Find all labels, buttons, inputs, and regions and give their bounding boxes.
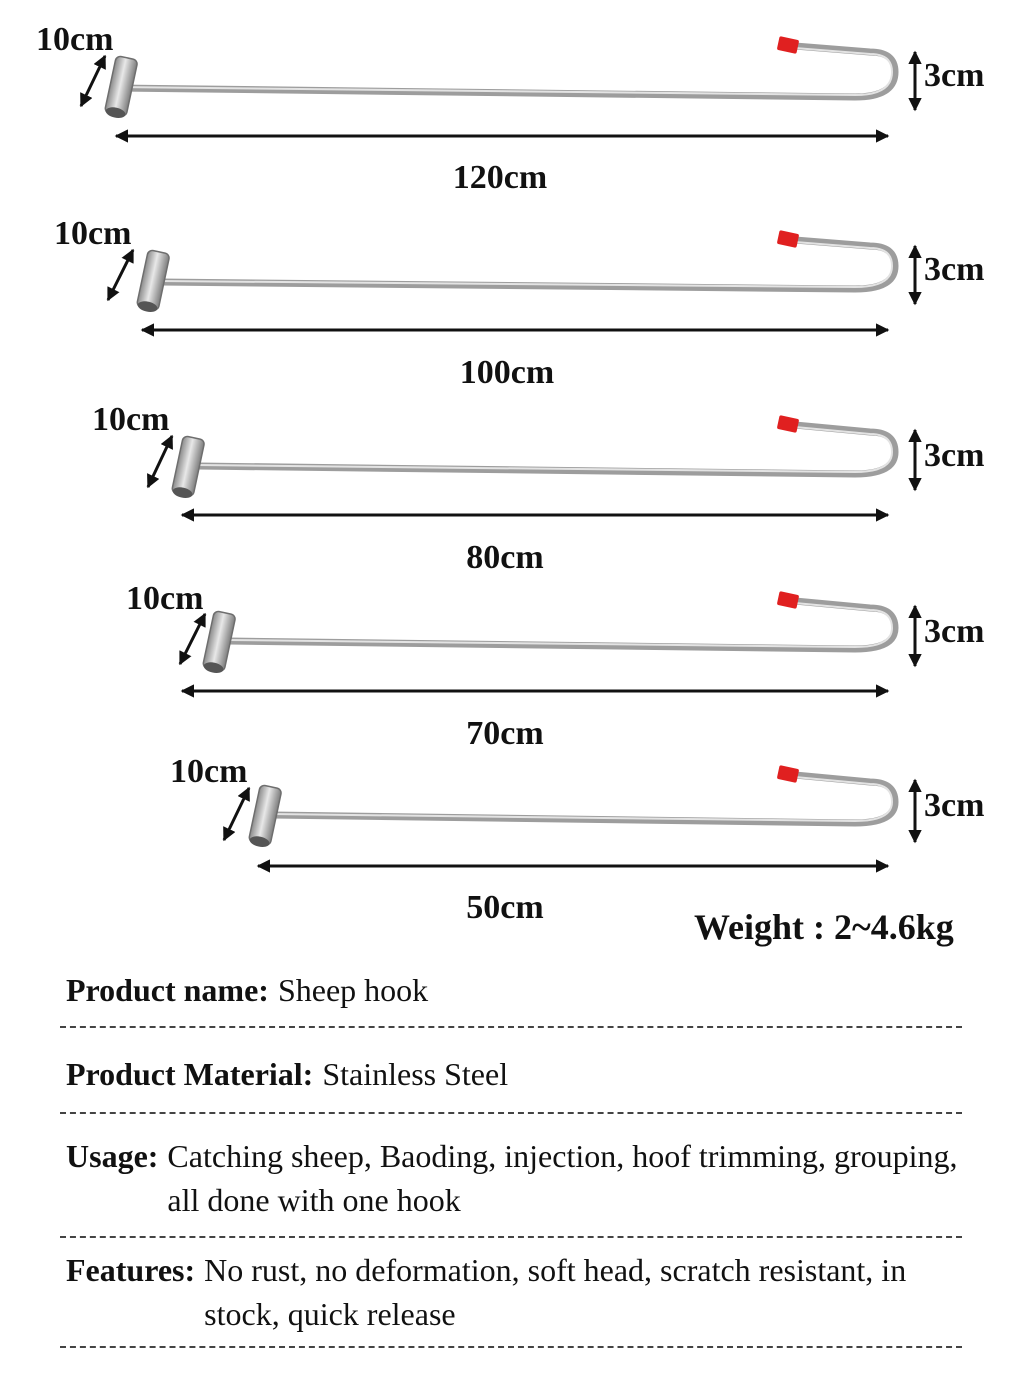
handle-size-label: 10cm (170, 753, 248, 790)
handle-dimension-arrow (180, 614, 205, 664)
handle-size-label: 10cm (126, 580, 204, 617)
weight-label: Weight : 2~4.6kg (694, 907, 954, 947)
hook-100cm (54, 215, 984, 391)
hook-rod (120, 46, 895, 97)
handle-dimension-arrow (224, 788, 249, 840)
length-label: 100cm (459, 354, 555, 391)
t-handle (248, 785, 282, 849)
spec-value: Sheep hook (277, 972, 429, 1008)
hook-80cm (92, 401, 984, 576)
spec-features (66, 1248, 976, 1336)
hook-size-label: 3cm (924, 437, 985, 474)
spec-value: Catching sheep, Baoding, injection, hoof trimming, grouping, all done with one hook (167, 1138, 958, 1218)
dashed-divider (60, 1236, 962, 1238)
hook-70cm (126, 580, 984, 752)
length-label: 120cm (452, 159, 548, 196)
handle-size-label: 10cm (92, 401, 170, 438)
handle-dimension-arrow (148, 436, 172, 487)
handle-size-label: 10cm (36, 21, 114, 58)
dashed-divider (60, 1112, 962, 1114)
hook-50cm (170, 753, 984, 926)
dashed-divider (60, 1026, 962, 1028)
spec-usage (66, 1134, 976, 1222)
handle-size-label: 10cm (54, 215, 132, 252)
t-handle (104, 56, 138, 120)
red-tip (777, 230, 799, 248)
spec-label: Features: (66, 1252, 196, 1288)
hook-size-label: 3cm (924, 613, 985, 650)
spec-value: Stainless Steel (322, 1056, 509, 1092)
spec-product-material (66, 1052, 976, 1096)
t-handle (171, 436, 205, 500)
spec-label: Usage: (66, 1138, 159, 1174)
spec-label: Product name: (66, 972, 269, 1008)
red-tip (777, 415, 799, 433)
dashed-divider (60, 1346, 962, 1348)
length-label: 80cm (466, 539, 544, 576)
handle-dimension-arrow (108, 250, 133, 300)
hook-size-label: 3cm (924, 57, 985, 94)
red-tip (777, 591, 799, 609)
handle-dimension-arrow (81, 56, 105, 106)
length-label: 70cm (466, 715, 544, 752)
t-handle (136, 250, 170, 314)
t-handle (202, 611, 236, 675)
spec-label: Product Material: (66, 1056, 314, 1092)
hook-size-label: 3cm (924, 787, 985, 824)
spec-value: No rust, no deformation, soft head, scratch resistant, in stock, quick release (204, 1252, 907, 1332)
length-label: 50cm (466, 889, 544, 926)
spec-product-name (66, 968, 976, 1012)
red-tip (777, 36, 799, 54)
hook-120cm (36, 21, 984, 196)
red-tip (777, 765, 799, 783)
hook-size-label: 3cm (924, 251, 985, 288)
